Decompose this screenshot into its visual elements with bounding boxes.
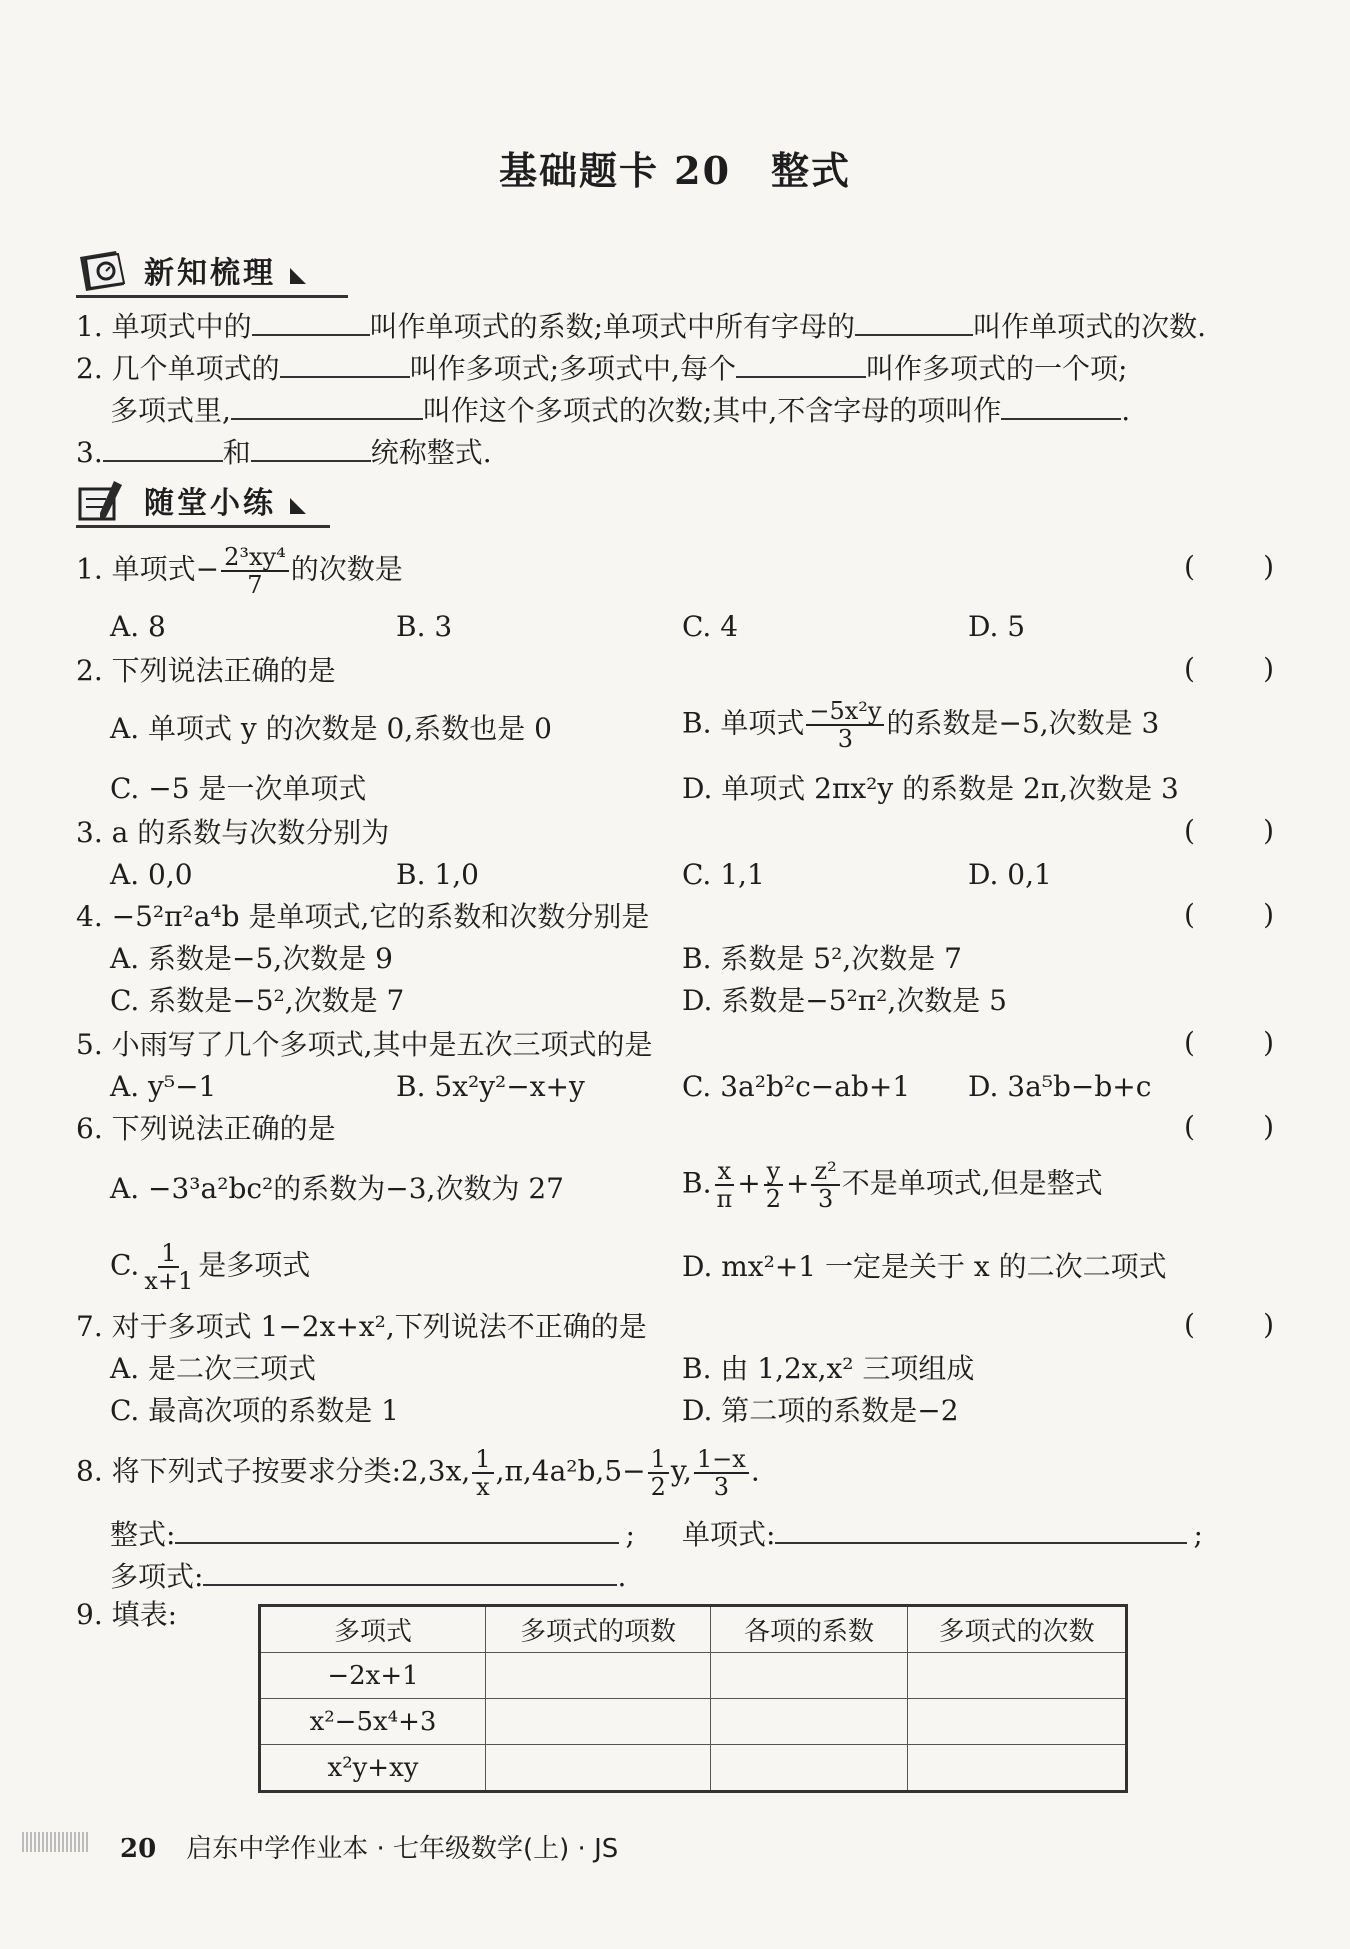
- answer-blank[interactable]: [736, 346, 866, 378]
- option-b[interactable]: B. 5x²y²−x+y: [396, 1070, 585, 1103]
- answer-blank[interactable]: [855, 304, 973, 336]
- option-a[interactable]: A. y⁵−1: [110, 1070, 217, 1103]
- knowledge-line-3: 多项式里, 叫作这个多项式的次数;其中,不含字母的项叫作 .: [110, 388, 1130, 430]
- option-c[interactable]: C. 4: [682, 610, 739, 643]
- question-9: 9. 填表:: [76, 1598, 178, 1631]
- knowledge-line-1: 1. 单项式中的 叫作单项式的系数;单项式中所有字母的 叫作单项式的次数.: [76, 304, 1206, 346]
- table-cell-blank[interactable]: [711, 1699, 908, 1745]
- section-label: 随堂小练: [144, 486, 276, 521]
- table-header: 多项式的项数: [486, 1606, 711, 1653]
- page-footer: [120, 1828, 618, 1865]
- question-1: 1. 单项式− $\frac{\text{2³xy⁴}}{7}$ 的次数是: [76, 543, 403, 599]
- table-cell-blank[interactable]: [486, 1745, 711, 1792]
- option-a[interactable]: A. 单项式 y 的次数是 0,系数也是 0: [110, 712, 552, 745]
- option-d[interactable]: D. 单项式 2πx²y 的系数是 2π,次数是 3: [682, 772, 1179, 805]
- option-a[interactable]: A. 是二次三项式: [110, 1352, 317, 1385]
- option-a[interactable]: A. 系数是−5,次数是 9: [110, 942, 393, 975]
- classify-integral: 整式: ;: [110, 1512, 635, 1554]
- question-3: 3. a 的系数与次数分别为: [76, 816, 390, 849]
- option-b[interactable]: B. 由 1,2x,x² 三项组成: [682, 1352, 975, 1385]
- classify-monomial: 单项式: ;: [682, 1512, 1203, 1554]
- answer-parentheses[interactable]: ( ): [1184, 550, 1274, 583]
- page-title: 基础题卡 20 整式: [498, 148, 852, 193]
- table-header-row: [260, 1606, 1127, 1653]
- notebook-icon: [76, 247, 132, 293]
- answer-blank[interactable]: [103, 430, 223, 462]
- answer-blank[interactable]: [1001, 388, 1121, 420]
- table-cell-polynomial: −2x+1: [260, 1653, 486, 1699]
- table-cell-blank[interactable]: [908, 1745, 1127, 1792]
- answer-parentheses[interactable]: ( ): [1184, 1308, 1274, 1341]
- option-d[interactable]: D. 5: [968, 610, 1026, 643]
- triangle-marker-icon: [290, 268, 306, 284]
- barcode-decoration: [22, 1832, 88, 1852]
- question-7: 7. 对于多项式 1−2x+x²,下列说法不正确的是: [76, 1310, 647, 1343]
- answer-parentheses[interactable]: ( ): [1184, 898, 1274, 931]
- answer-parentheses[interactable]: ( ): [1184, 1026, 1274, 1059]
- option-c[interactable]: C. $\frac{1}{x+1}$ 是多项式: [110, 1239, 311, 1295]
- triangle-marker-icon: [290, 498, 306, 514]
- answer-blank[interactable]: [775, 1512, 1187, 1544]
- section-label: 新知梳理: [144, 256, 276, 291]
- option-c[interactable]: C. 3a²b²c−ab+1: [682, 1070, 911, 1103]
- table-cell-polynomial: x²−5x⁴+3: [260, 1699, 486, 1745]
- answer-blank[interactable]: [231, 388, 423, 420]
- option-d[interactable]: D. 0,1: [968, 858, 1052, 891]
- book-title: 启东中学作业本 · 七年级数学(上) · JS: [186, 1834, 619, 1864]
- section-header-practice: [76, 474, 306, 526]
- option-c[interactable]: C. −5 是一次单项式: [110, 772, 367, 805]
- option-b[interactable]: B. 单项式 $\frac{\text{−5x²y}}{3}$ 的系数是−5,次数是 3: [682, 697, 1160, 753]
- answer-blank[interactable]: [251, 430, 371, 462]
- answer-parentheses[interactable]: ( ): [1184, 652, 1274, 685]
- table-cell-blank[interactable]: [486, 1653, 711, 1699]
- option-c[interactable]: C. 1,1: [682, 858, 765, 891]
- table-cell-polynomial: x²y+xy: [260, 1745, 486, 1792]
- table-row: [260, 1699, 1127, 1745]
- classify-polynomial: 多项式: .: [110, 1554, 626, 1596]
- table-row: [260, 1745, 1127, 1792]
- question-4: 4. −5²π²a⁴b 是单项式,它的系数和次数分别是: [76, 900, 650, 933]
- option-d[interactable]: D. 系数是−5²π²,次数是 5: [682, 984, 1007, 1017]
- option-b[interactable]: B. 3: [396, 610, 453, 643]
- option-b[interactable]: B. 1,0: [396, 858, 479, 891]
- knowledge-line-2: 2. 几个单项式的 叫作多项式;多项式中,每个 叫作多项式的一个项;: [76, 346, 1127, 388]
- option-c[interactable]: C. 最高次项的系数是 1: [110, 1394, 399, 1427]
- option-d[interactable]: D. 3a⁵b−b+c: [968, 1070, 1152, 1103]
- table-cell-blank[interactable]: [486, 1699, 711, 1745]
- answer-parentheses[interactable]: ( ): [1184, 1110, 1274, 1143]
- section-underline: [76, 525, 330, 528]
- fill-in-table: [258, 1604, 1128, 1793]
- answer-blank[interactable]: [280, 346, 410, 378]
- table-cell-blank[interactable]: [711, 1745, 908, 1792]
- question-8: 8. 将下列式子按要求分类:2,3x, $\frac{1}{x}$ ,π,4a²b,5− $\frac{1}{2}$ y, $\frac{1-x}{3}$ .: [76, 1445, 760, 1501]
- question-5: 5. 小雨写了几个多项式,其中是五次三项式的是: [76, 1028, 653, 1061]
- option-d[interactable]: D. mx²+1 一定是关于 x 的二次二项式: [682, 1250, 1167, 1283]
- answer-blank[interactable]: [175, 1512, 619, 1544]
- table-cell-blank[interactable]: [908, 1653, 1127, 1699]
- knowledge-line-4: 3. 和 统称整式.: [76, 430, 492, 472]
- option-b[interactable]: B. $\frac{x}{\pi}$ + $\frac{y}{2}$ + $\frac{\text{z²}}{3}$ 不是单项式,但是整式: [682, 1157, 1103, 1213]
- page-number: 20: [120, 1834, 157, 1864]
- answer-blank[interactable]: [203, 1554, 617, 1586]
- option-b[interactable]: B. 系数是 5²,次数是 7: [682, 942, 962, 975]
- option-a[interactable]: A. 8: [110, 610, 166, 643]
- option-d[interactable]: D. 第二项的系数是−2: [682, 1394, 959, 1427]
- option-c[interactable]: C. 系数是−5²,次数是 7: [110, 984, 405, 1017]
- answer-parentheses[interactable]: ( ): [1184, 814, 1274, 847]
- question-2: 2. 下列说法正确的是: [76, 654, 336, 687]
- table-header: 多项式: [260, 1606, 486, 1653]
- question-6: 6. 下列说法正确的是: [76, 1112, 336, 1145]
- option-a[interactable]: A. −3³a²bc²的系数为−3,次数为 27: [110, 1172, 564, 1205]
- table-cell-blank[interactable]: [908, 1699, 1127, 1745]
- table-cell-blank[interactable]: [711, 1653, 908, 1699]
- table-header: 多项式的次数: [908, 1606, 1127, 1653]
- table-header: 各项的系数: [711, 1606, 908, 1653]
- pencil-notebook-icon: [76, 477, 132, 523]
- section-header-new-knowledge: [76, 244, 306, 296]
- table-row: [260, 1653, 1127, 1699]
- option-a[interactable]: A. 0,0: [110, 858, 193, 891]
- answer-blank[interactable]: [252, 304, 370, 336]
- section-underline: [76, 295, 348, 298]
